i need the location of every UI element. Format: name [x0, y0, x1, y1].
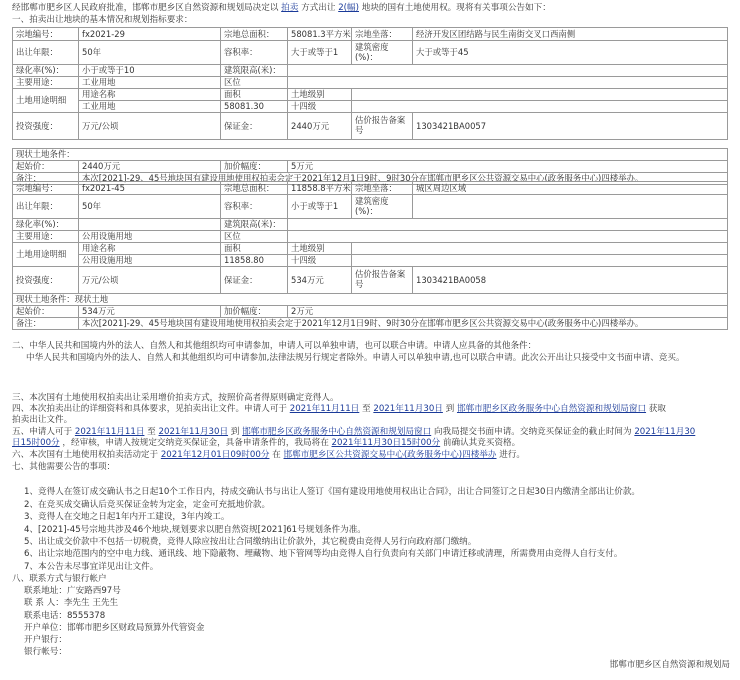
sec5-deposit-deadline-text: 向我局提交书面申请。交纳竞买保证金的截止时间为	[433, 427, 632, 437]
report-label: 估价报告备案号	[352, 267, 413, 294]
height-label: 建筑限高(米)：	[221, 219, 288, 231]
start-value: 534万元	[79, 306, 221, 318]
code-value: fx2021-29	[79, 28, 221, 41]
sec5-to: 至	[147, 427, 156, 437]
sec5-review: ，经审核，申请人按规定交纳竞买保证金，具备申请条件的，我局将在	[62, 438, 329, 448]
intro-middle: 方式出让	[301, 3, 336, 13]
list-item: 4、[2021]-45号宗地共涉及46个地块,规划要求以肥自然资规[2021]61号规划条件为准。	[24, 525, 366, 535]
use-label: 主要用途：	[13, 77, 79, 89]
report-value: 1303421BA0057	[413, 113, 728, 140]
section-5-line2	[12, 438, 734, 449]
height-value	[288, 219, 728, 231]
account-bank: 开户银行：	[24, 635, 67, 645]
detail-blank	[352, 89, 728, 101]
far-label: 容积率：	[221, 195, 288, 219]
sec4-obtain: 获取	[648, 404, 666, 414]
contact-person: 联 系 人：李先生 王先生	[24, 598, 119, 608]
deposit-value: 2440万元	[288, 113, 352, 140]
grade-label: 土地级别	[288, 89, 352, 101]
grade-label: 土地级别	[288, 243, 352, 255]
condition: 现状土地条件：现状土地	[13, 294, 728, 306]
zone-label: 区位	[221, 231, 288, 243]
term-label: 出让年限：	[13, 195, 79, 219]
section-4	[12, 404, 734, 415]
term-value: 50年	[79, 195, 221, 219]
list-item: 2、在竞买成交确认后竞买保证金转为定金，定金可充抵地价款。	[24, 500, 271, 510]
remark-label: 备注：	[13, 318, 79, 330]
section-5	[12, 427, 734, 438]
detail-blank-2	[352, 101, 728, 113]
sec5-date-end: 2021年11月30日	[158, 427, 229, 437]
step-value: 2万元	[288, 306, 728, 318]
invest-value: 万元/公顷	[79, 267, 221, 294]
detail-blank	[352, 243, 728, 255]
remark-value: 本次[2021]-29、45号地块国有建设用地使用权拍卖会定于2021年12月1日9时、9时30分在邯郸市肥乡区公共资源交易中心(政务服务中心)四楼举办。	[79, 318, 728, 330]
step-label: 加价幅度：	[221, 306, 288, 318]
term-value: 50年	[79, 41, 221, 65]
green-value	[79, 219, 221, 231]
intro-method: 拍卖	[281, 3, 299, 13]
loc-value: 城区周边区域	[413, 182, 728, 195]
area-label: 宗地总面积：	[221, 182, 288, 195]
sec5-confirm-date: 2021年11月30日15时00分	[331, 438, 441, 448]
detail-blank-2	[352, 255, 728, 267]
intro-count: 2(幅)	[338, 3, 359, 13]
sec5-deadline-time: 日15时00分	[12, 438, 60, 448]
loc-value: 经济开发区团结路与民生南街交叉口西南侧	[413, 28, 728, 41]
sec6-date: 2021年12月01日09时00分	[160, 450, 270, 460]
parea-label: 面积	[221, 89, 288, 101]
remark-value: 本次[2021]-29、45号地块国有建设用地使用权拍卖会定于2021年12月1日9时、9时30分在邯郸市肥乡区公共资源交易中心(政务服务中心)四楼举办。	[79, 173, 728, 185]
sec4-at: 到	[445, 404, 455, 414]
intro-suffix: 地块的国有土地使用权。现将有关事项公告如下：	[361, 3, 551, 13]
section1-title: 一、拍卖出让地块的基本情况和规划指标要求：	[12, 15, 193, 25]
contact-phone: 联系电话：8555378	[24, 611, 106, 621]
sec4-date-start: 2021年11月11日	[289, 404, 360, 414]
section-6	[12, 450, 734, 461]
sec5-text: 五、申请人可于	[12, 427, 73, 437]
density-value: 大于或等于45	[413, 41, 728, 65]
use-name-value: 公用设施用地	[79, 255, 221, 267]
loc-label: 宗地坐落：	[352, 182, 413, 195]
detail-label: 土地用途明细	[13, 243, 79, 267]
area-value: 58081.3平方米	[288, 28, 352, 41]
condition: 现状土地条件：	[13, 149, 728, 161]
deposit-label: 保证金：	[221, 113, 288, 140]
invest-label: 投资强度：	[13, 113, 79, 140]
use-value: 工业用地	[79, 77, 221, 89]
sec6-at: 在	[272, 450, 281, 460]
invest-label: 投资强度：	[13, 267, 79, 294]
sec5-confirm: 前确认其竞买资格。	[442, 438, 521, 448]
section-7: 七、其他需要公告的事项：	[12, 462, 116, 472]
density-label: 建筑密度(%)：	[352, 195, 413, 219]
area-label: 宗地总面积：	[221, 28, 288, 41]
use-name-value: 工业用地	[79, 101, 221, 113]
start-label: 起始价：	[13, 306, 79, 318]
green-label: 绿化率(%)：	[13, 219, 79, 231]
deposit-label: 保证金：	[221, 267, 288, 294]
contact-address: 联系地址：广安路西97号	[24, 586, 121, 596]
lot-table-2	[12, 181, 728, 330]
sec5-place: 邯郸市肥乡区政务服务中心自然资源和规划局窗口	[242, 427, 432, 437]
deposit-value: 534万元	[288, 267, 352, 294]
list-item: 1、竞得人在签订成交确认书之日起10个工作日内，持成交确认书与出让人签订《国有建设用地使用权出让合同》，出让合同签订之日起30日内缴清全部出让价款。	[24, 487, 641, 497]
density-value	[413, 195, 728, 219]
code-label: 宗地编号：	[13, 182, 79, 195]
section-2: 二、中华人民共和国境内外的法人、自然人和其他组织均可申请参加，申请人可以单独申请，也可以联合申请。申请人应具备的其他条件：	[12, 341, 537, 351]
sec5-at: 到	[230, 427, 240, 437]
far-value: 大于或等于1	[288, 41, 352, 65]
use-name-label: 用途名称	[79, 89, 221, 101]
sec5-date-start: 2021年11月11日	[74, 427, 145, 437]
far-label: 容积率：	[221, 41, 288, 65]
sec4-date-end: 2021年11月30日	[373, 404, 443, 414]
sec4-place: 邯郸市肥乡区政务服务中心自然资源和规划局窗口	[456, 404, 647, 414]
step-value: 5万元	[288, 161, 728, 173]
parea-value: 58081.30	[221, 101, 288, 113]
code-value: fx2021-45	[79, 182, 221, 195]
account-unit: 开户单位：邯郸市肥乡区财政局预算外代管资金	[24, 623, 205, 633]
term-label: 出让年限：	[13, 41, 79, 65]
loc-label: 宗地坐落：	[352, 28, 413, 41]
report-value: 1303421BA0058	[413, 267, 728, 294]
sec6-tail: 进行。	[499, 450, 526, 460]
grade-value: 十四级	[288, 255, 352, 267]
sec4-to: 至	[362, 404, 371, 414]
detail-label: 土地用途明细	[13, 89, 79, 113]
use-name-label: 用途名称	[79, 243, 221, 255]
zone-value	[288, 77, 728, 89]
use-label: 主要用途：	[13, 231, 79, 243]
list-item: 5、出让成交价款中不包括一切税费，竞得人除应按出让合同缴纳出让价款外，其它税费由竞得人另行向政府部门缴纳。	[24, 537, 477, 547]
signature: 邯郸市肥乡区自然资源和规划局	[609, 660, 730, 670]
start-label: 起始价：	[13, 161, 79, 173]
sec4-text: 四、本次拍卖出让的详细资料和具体要求，见拍卖出让文件。申请人可于	[12, 404, 288, 414]
sec6-text: 六、本次国有土地使用权拍卖活动定于	[12, 450, 159, 460]
account-number: 银行帐号：	[24, 647, 67, 657]
height-label: 建筑限高(米)：	[221, 65, 288, 77]
intro-prefix: 经邯郸市肥乡区人民政府批准，邯郸市肥乡区自然资源和规划局决定以	[12, 3, 279, 13]
code-label: 宗地编号：	[13, 28, 79, 41]
list-item: 6、出让宗地范围内的空中电力线、通讯线、地下隐蔽物、埋藏物、地下管网等均由竞得人自行负责向有关部门申请迁移或清理，所需费用由竞得人自行支付。	[24, 549, 623, 559]
step-label: 加价幅度：	[221, 161, 288, 173]
spacer	[13, 140, 728, 149]
grade-value: 十四级	[288, 101, 352, 113]
green-label: 绿化率(%)：	[13, 65, 79, 77]
density-label: 建筑密度(%)：	[352, 41, 413, 65]
list-item: 3、竞得人在交地之日起1年内开工建设，3年内竣工。	[24, 512, 230, 522]
start-value: 2440万元	[79, 161, 221, 173]
section-3: 三、本次国有土地使用权拍卖出让采用增价拍卖方式，按照价高者得原则确定竞得人。	[12, 393, 339, 403]
invest-value: 万元/公顷	[79, 113, 221, 140]
section-2-detail: 中华人民共和国境内外的法人、自然人和其他组织均可申请参加,法律法规另行规定者除外。申请人可以单独申请,也可以联合申请。此次公开出让只接受中文书面申请、竞买。	[26, 353, 685, 363]
sec6-place: 邯郸市肥乡区公共资源交易中心(政务服务中心)四楼举办	[283, 450, 497, 460]
green-value: 小于或等于10	[79, 65, 221, 77]
report-label: 估价报告备案号	[352, 113, 413, 140]
parea-label: 面积	[221, 243, 288, 255]
parea-value: 11858.80	[221, 255, 288, 267]
far-value: 小于或等于1	[288, 195, 352, 219]
list-item: 7、本公告未尽事宜详见出让文件。	[24, 562, 159, 572]
intro-line	[12, 3, 734, 14]
section-8: 八、联系方式与银行帐户	[12, 574, 107, 584]
section-4-tail: 拍卖出让文件。	[12, 415, 73, 425]
remark-label: 备注：	[13, 173, 79, 185]
height-value	[288, 65, 728, 77]
zone-value	[288, 231, 728, 243]
zone-label: 区位	[221, 77, 288, 89]
sec5-deadline-date: 2021年11月30	[634, 427, 696, 437]
use-value: 公用设施用地	[79, 231, 221, 243]
lot-table-1	[12, 27, 728, 185]
area-value: 11858.8平方米	[288, 182, 352, 195]
